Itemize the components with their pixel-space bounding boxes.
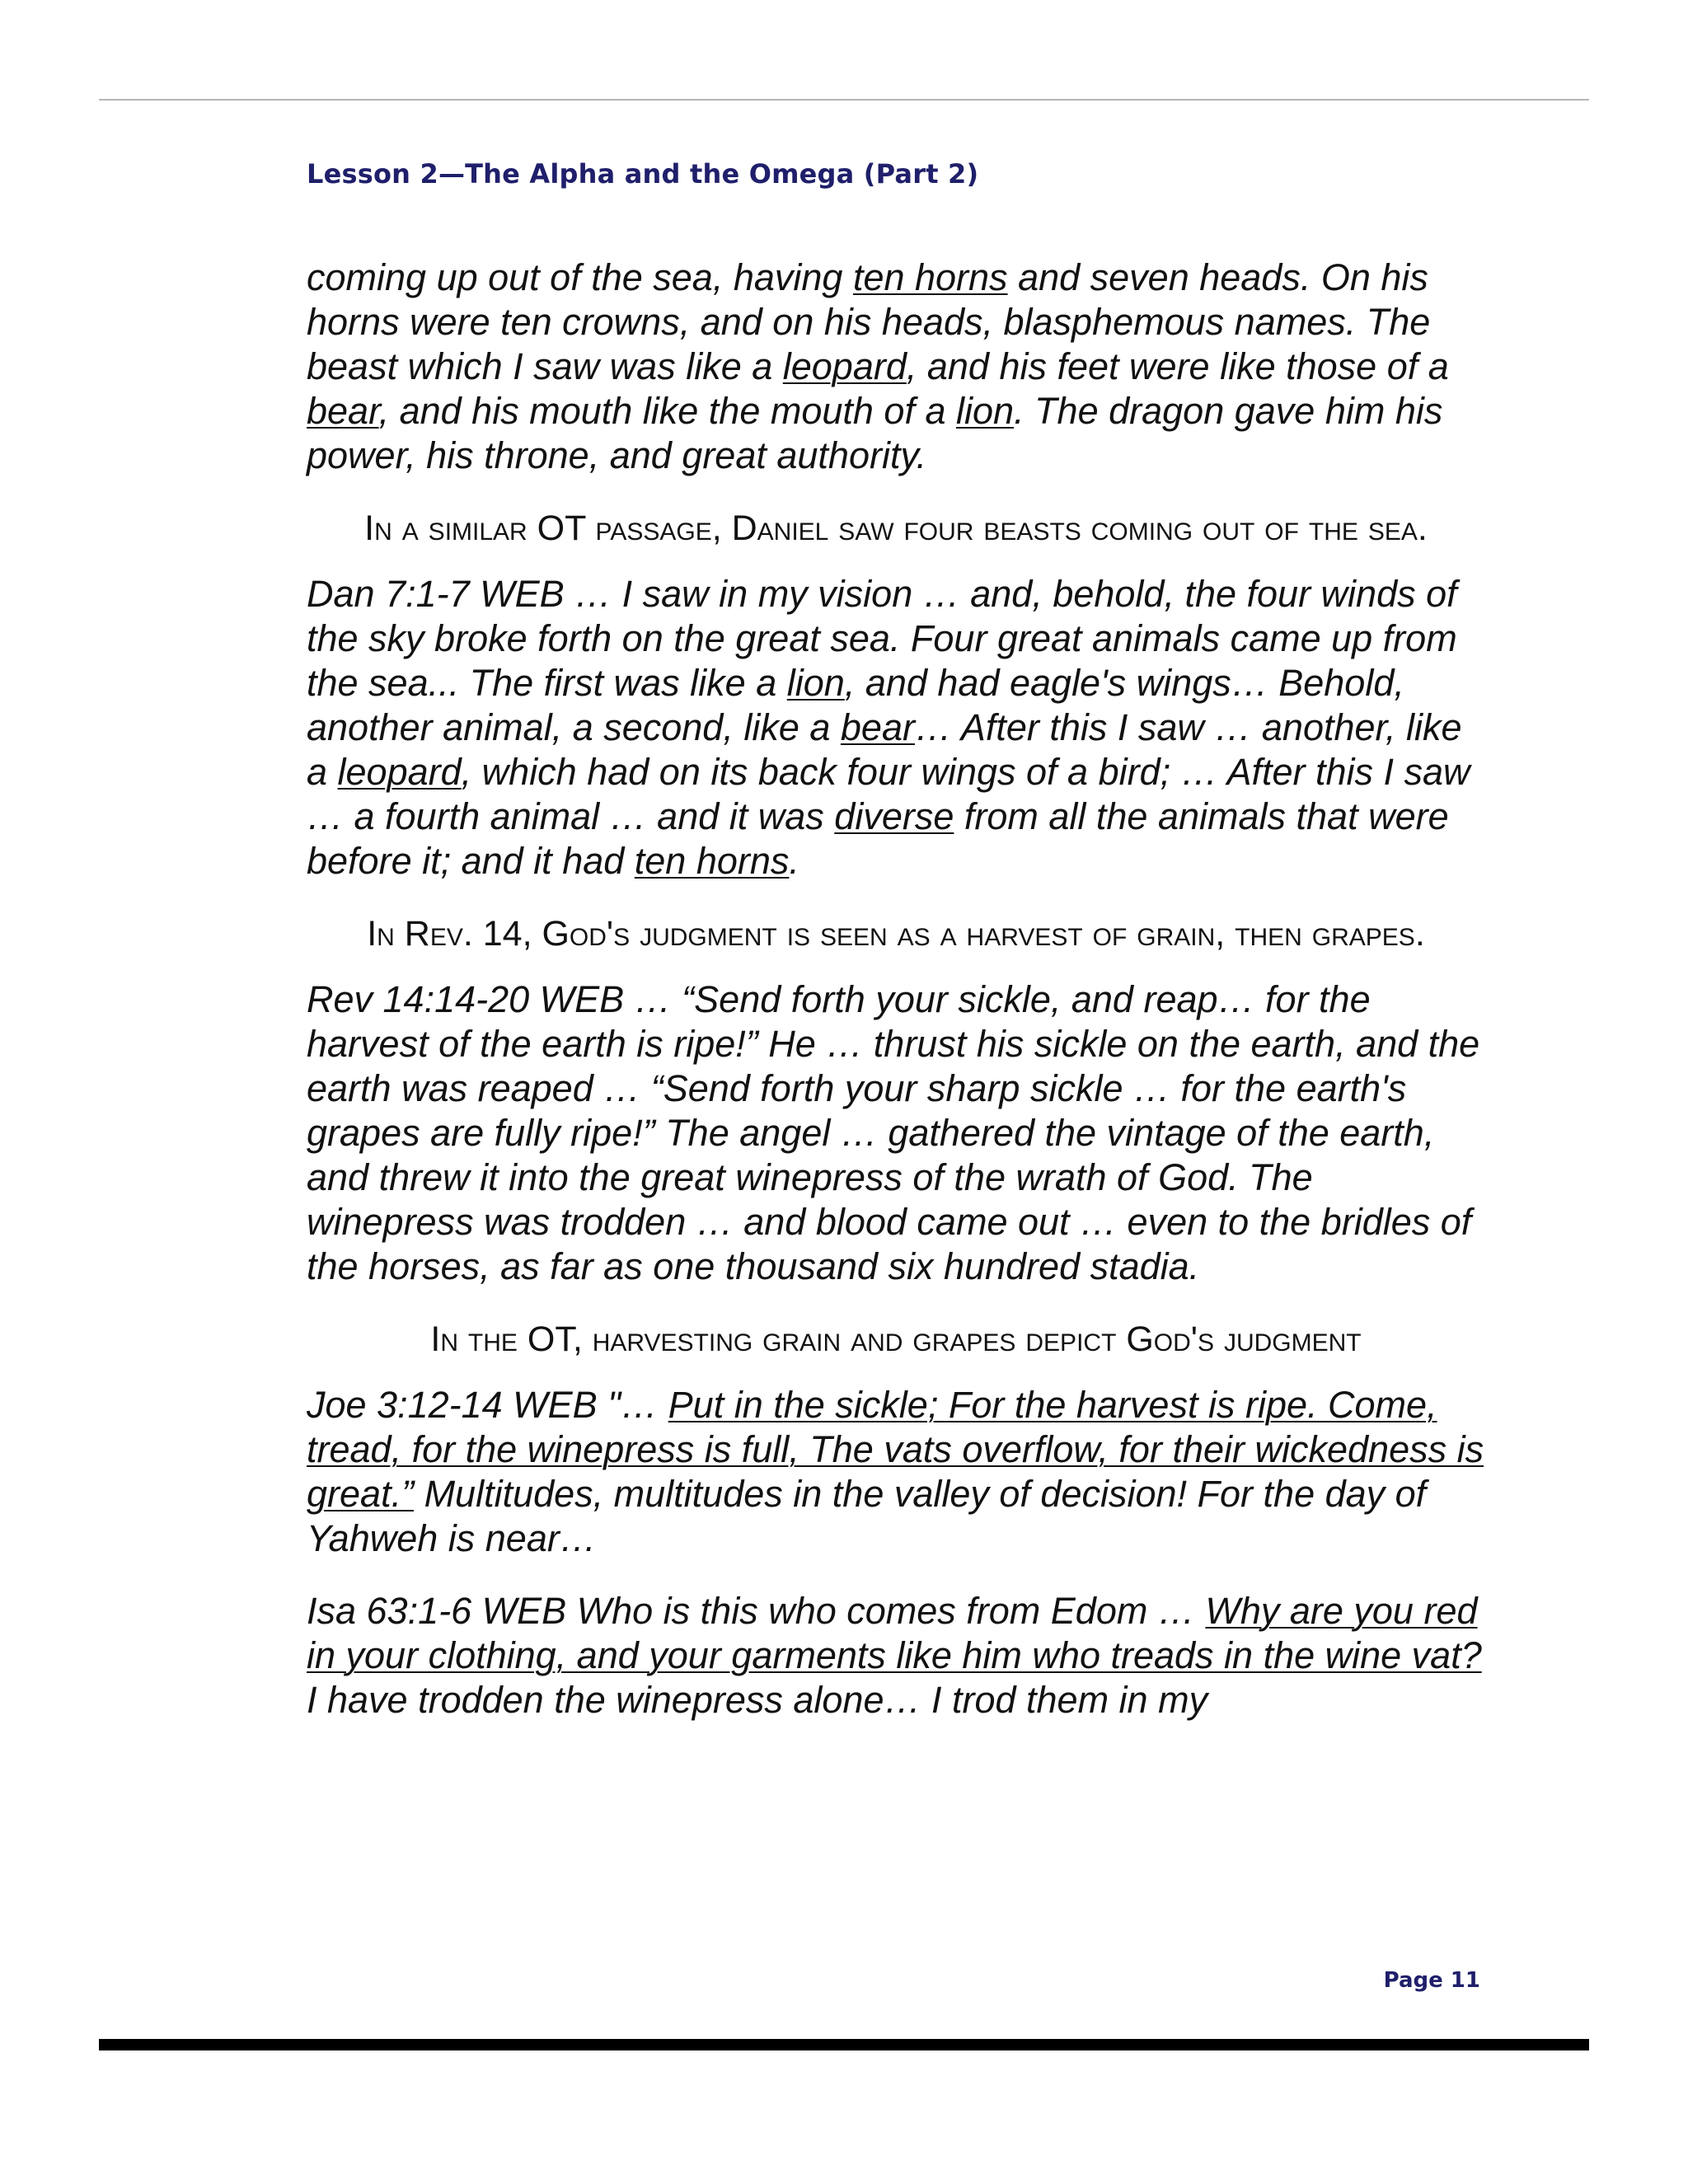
- top-rule: [99, 99, 1589, 101]
- passage-text: I have trodden the winepress alone… I trod them in my: [307, 1679, 1208, 1721]
- section-heading: In the OT, harvesting grain and grapes depict God's judgment: [430, 1319, 1362, 1359]
- underlined-phrase: diverse: [834, 795, 954, 837]
- underlined-phrase: lion: [786, 662, 845, 704]
- underlined-phrase: leopard: [782, 345, 907, 387]
- passage-text: … After this I saw … another, like a: [307, 706, 1462, 793]
- page-number: Page 11: [1383, 1968, 1480, 1993]
- passage-text: coming up out of the sea, having: [307, 256, 853, 298]
- passage-text: Multitudes, multitudes in the valley of decision! For the day of Yahweh is near…: [307, 1473, 1427, 1559]
- page-header-title: Lesson 2—The Alpha and the Omega (Part 2): [307, 158, 979, 190]
- underlined-phrase: Put in the sickle; For the harvest is ripe. Come, tread, for the winepress is full, The vats overflow, for their wickedness is great.”: [307, 1384, 1484, 1515]
- scripture-passage: [307, 1383, 1485, 1561]
- passage-text: .: [789, 840, 799, 882]
- underlined-phrase: lion: [956, 390, 1015, 432]
- passage-text: Joe 3:12-14 WEB "…: [307, 1384, 668, 1426]
- scripture-passage: [307, 255, 1485, 478]
- section-heading: In Rev. 14, God's judgment is seen as a harvest of grain, then grapes.: [367, 914, 1425, 954]
- scripture-passage: [307, 977, 1485, 1289]
- passage-text: , and his mouth like the mouth of a: [378, 390, 956, 432]
- passage-text: and seven heads. On his horns were ten crowns, and on his heads, blasphemous names. The beast which I saw was like a: [307, 256, 1431, 387]
- passage-text: Dan 7:1-7 WEB … I saw in my vision … and, behold, the four winds of the sky broke forth on the great sea. Four great animals came up from the sea... The first was like a: [307, 573, 1457, 704]
- underlined-phrase: bear: [840, 706, 915, 748]
- passage-text: , which had on its back four wings of a bird; … After this I saw … a fourth animal … and it was: [307, 751, 1470, 837]
- scripture-passage: [307, 572, 1485, 883]
- passage-text: Isa 63:1-6 WEB Who is this who comes from Edom …: [307, 1590, 1206, 1632]
- passage-text: . The dragon gave him his power, his throne, and great authority.: [307, 390, 1443, 476]
- underlined-phrase: bear: [307, 390, 379, 432]
- section-heading: In a similar OT passage, Daniel saw four beasts coming out of the sea.: [364, 509, 1428, 548]
- page-content: [307, 255, 1485, 1750]
- passage-text: , and his feet were like those of a: [906, 345, 1449, 387]
- underlined-phrase: ten horns: [634, 840, 790, 882]
- underlined-phrase: leopard: [337, 751, 462, 793]
- passage-text: , and had eagle's wings… Behold, another animal, a second, like a: [307, 662, 1404, 748]
- underlined-phrase: Why are you red in your clothing, and your garments like him who treads in the wine vat?: [307, 1590, 1482, 1676]
- passage-text: from all the animals that were before it; and it had: [307, 795, 1449, 882]
- bottom-rule: [99, 2039, 1589, 2050]
- passage-text: Rev 14:14-20 WEB … “Send forth your sickle, and reap… for the harvest of the earth is ripe!” He … thrust his sickle on the earth, and the earth was reaped … “Send forth your sharp sickle … for the earth's grapes are fully ripe!” The angel … gathered the vintage of the earth, and threw it into the great winepress of the wrath of God. The winepress was trodden … and blood came out … even to the bridles of the horses, as far as one thousand six hundred stadia.: [307, 978, 1480, 1287]
- scripture-passage: [307, 1589, 1485, 1722]
- underlined-phrase: ten horns: [852, 256, 1008, 298]
